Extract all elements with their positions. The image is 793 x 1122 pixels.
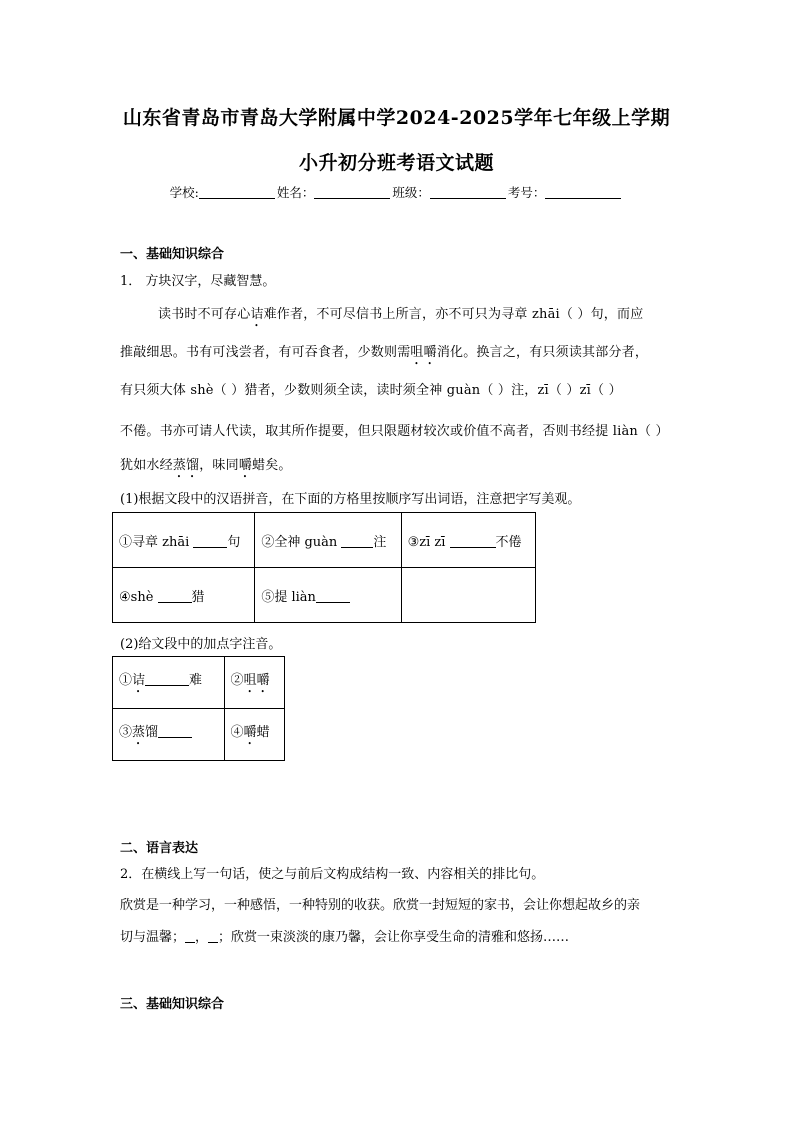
question2-stem: 2．在横线上写一句话，使之与前后文构成结构一致、内容相关的排比句。: [120, 867, 545, 882]
dotted-char: 蒸: [132, 725, 146, 740]
cell-label: 难: [189, 673, 203, 688]
passage-line-1: [158, 303, 643, 330]
cell-label: ②全神 guàn: [261, 534, 342, 550]
answer-blank[interactable]: [145, 672, 189, 686]
question1-stem: 1． 方块汉字，尽藏智慧。: [120, 274, 276, 289]
answer-blank[interactable]: [185, 929, 195, 943]
dotted-char: 诘: [132, 673, 146, 688]
table1-cell-6[interactable]: [401, 568, 535, 623]
cell-label: ①: [119, 673, 133, 688]
passage-text: 犹如水经: [120, 458, 173, 473]
cell-label: 馏: [145, 725, 159, 740]
passage-line-5: [120, 454, 292, 481]
page-title-line2: 小升初分班考语文试题: [298, 152, 494, 174]
dotted-char: 馏: [186, 458, 200, 473]
text: 切与温馨；: [120, 930, 186, 945]
name-blank[interactable]: [314, 185, 390, 199]
answer-blank[interactable]: [450, 534, 496, 548]
table1-cell-5[interactable]: [255, 568, 401, 623]
table1-cell-2[interactable]: [255, 513, 401, 568]
cell-label: ③: [119, 725, 133, 740]
passage-line-4: 不倦。书亦可请人代读，取其所作提要，但只限题材较次或价值不高者，否则书经提 liàn（ ）: [120, 424, 669, 439]
passage-text: 消化。换言之，有只须读其部分者，: [436, 345, 649, 360]
section2-heading: 二、语言表达: [120, 841, 199, 856]
table2-cell-4[interactable]: [224, 709, 284, 761]
passage-line-3: 有只须大体 shè（ ）猎者，少数则须全读，读时须全神 guàn（ ）注，zī（ ）zī（ ）: [120, 383, 622, 398]
section3-heading: 三、基础知识综合: [120, 997, 225, 1012]
subquestion-2: (2)给文段中的加点字注音。: [120, 637, 282, 652]
text: ，: [195, 930, 209, 945]
answer-table-2: [112, 656, 285, 761]
cell-label: 不倦: [495, 534, 522, 550]
answer-blank[interactable]: [316, 589, 350, 603]
cell-label: 蜡: [256, 725, 270, 740]
dotted-char: 嚼: [423, 345, 437, 360]
table2-cell-3[interactable]: [113, 709, 225, 761]
cell-label: ①寻章 zhāi: [119, 534, 194, 550]
student-info-line: [0, 183, 793, 201]
dotted-char: 嚼: [256, 673, 270, 688]
dotted-char: 嚼: [243, 725, 257, 740]
question2-line-1: 欣赏是一种学习，一种感悟，一种特别的收获。欣赏一封短短的家书，会让你想起故乡的亲: [120, 898, 641, 913]
passage-text: 读书时不可存心: [158, 307, 251, 322]
passage-text: 难作者，不可尽信书上所言，亦不可只为寻章 zhāi（ ）句，而应: [263, 307, 644, 322]
cell-label: ③zī zī: [407, 534, 450, 550]
passage-line-2: [120, 341, 648, 368]
school-blank[interactable]: [199, 185, 275, 199]
passage-text: 蜡矣。: [252, 458, 292, 473]
section1-heading: 一、基础知识综合: [120, 247, 225, 262]
exam-no-blank[interactable]: [545, 185, 621, 199]
dotted-char: 咀: [410, 345, 424, 360]
class-blank[interactable]: [430, 185, 506, 199]
cell-label: 猎: [191, 589, 205, 605]
passage-text: 推敲细思。书有可浅尝者，有可吞食者，少数则需: [120, 345, 411, 360]
table2-cell-2[interactable]: [224, 657, 284, 709]
school-label: 学校:: [169, 185, 199, 200]
dotted-char: 诘: [250, 307, 264, 322]
answer-table-1: [112, 512, 536, 623]
dotted-char: 嚼: [238, 458, 253, 473]
name-label: 姓名：: [276, 185, 315, 200]
answer-blank[interactable]: [341, 534, 373, 548]
cell-label: ⑤提 liàn: [261, 589, 316, 605]
text: ；欣赏一束淡淡的康乃馨，会让你享受生命的清雅和悠扬……: [218, 930, 570, 945]
page-title-line1: 山东省青岛市青岛大学附属中学2024-2025学年七年级上学期: [122, 107, 671, 129]
table2-cell-1[interactable]: [113, 657, 225, 709]
cell-label: ④: [230, 725, 244, 740]
answer-blank[interactable]: [193, 534, 227, 548]
subquestion-1: (1)根据文段中的汉语拼音，在下面的方格里按顺序写出词语，注意把字写美观。: [120, 492, 581, 507]
dotted-char: 咀: [243, 673, 257, 688]
cell-label: ④shè: [119, 589, 158, 605]
answer-blank[interactable]: [208, 929, 218, 943]
table1-cell-1[interactable]: [113, 513, 255, 568]
answer-blank[interactable]: [158, 589, 192, 603]
answer-blank[interactable]: [158, 724, 192, 738]
cell-label: 注: [373, 534, 387, 550]
passage-text: ，味同: [199, 458, 239, 473]
cell-label: 句: [227, 534, 241, 550]
exam-no-label: 考号：: [507, 185, 546, 200]
table1-cell-4[interactable]: [113, 568, 255, 623]
class-label: 班级：: [392, 185, 430, 200]
cell-label: ②: [230, 673, 244, 688]
table1-cell-3[interactable]: [401, 513, 535, 568]
question2-line-2: [120, 926, 569, 945]
dotted-char: 蒸: [172, 458, 187, 473]
